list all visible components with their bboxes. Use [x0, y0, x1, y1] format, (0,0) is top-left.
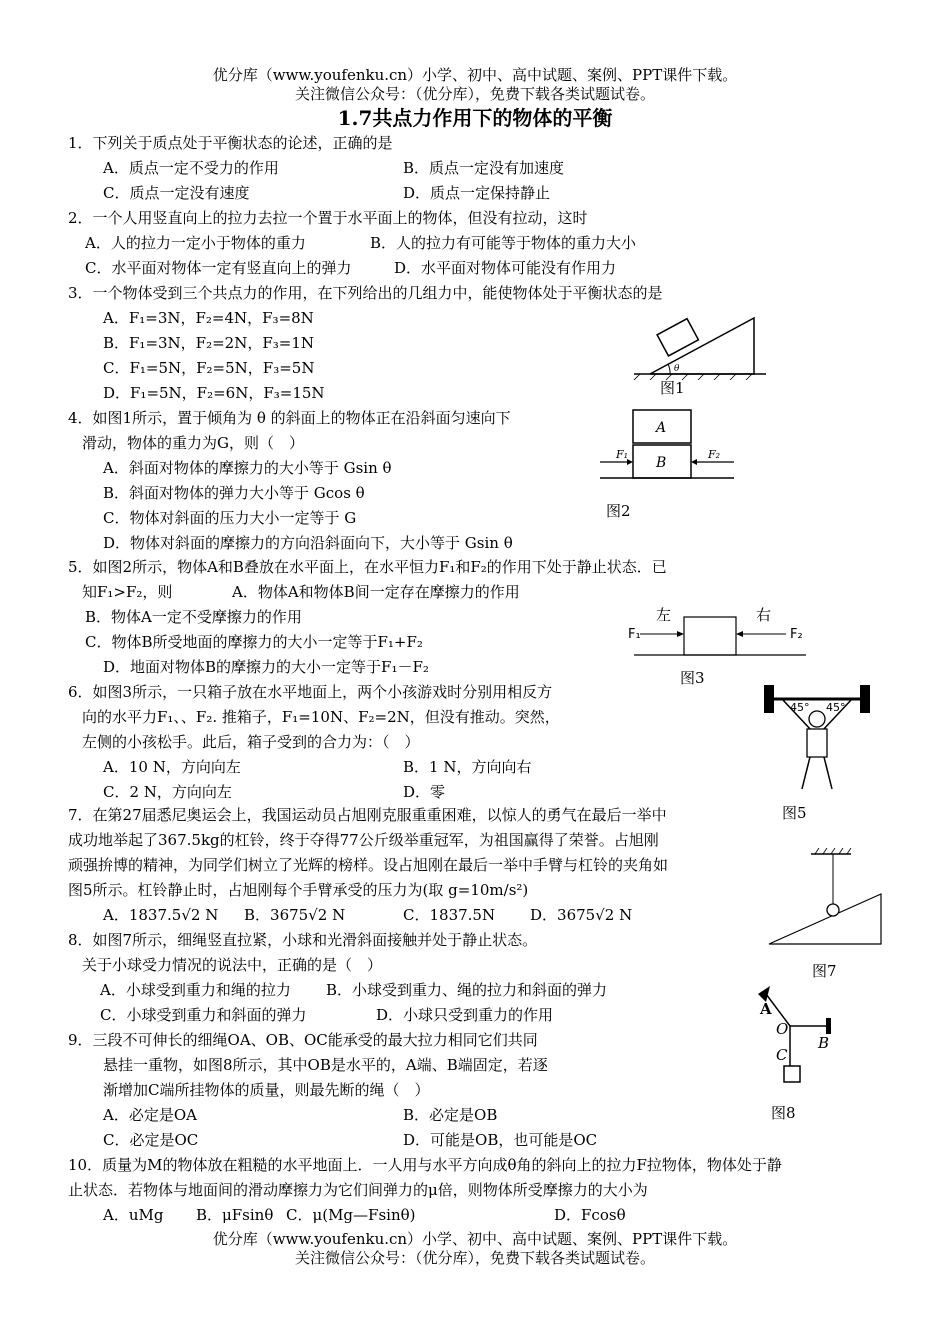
q6-stem-3: 左侧的小孩松手。此后，箱子受到的合力为：（ ）: [82, 733, 420, 751]
q6-stem-2: 向的水平力F₁、、F₂. 推箱子，F₁=10N、F₂=2N，但没有推动。突然，: [82, 708, 560, 726]
fig5-angle-1: 45°: [790, 701, 810, 714]
q6-stem-1: 6．如图3所示，一只箱子放在水平地面上，两个小孩游戏时分别用相反方: [68, 683, 553, 701]
q2-option-b: B．人的拉力有可能等于物体的重力大小: [370, 234, 637, 252]
q6-option-a: A．10 N，方向向左: [103, 758, 241, 776]
q3-stem: 3．一个物体受到三个共点力的作用，在下列给出的几组力中，能使物体处于平衡状态的是: [68, 284, 663, 302]
q10-stem-2: 止状态．若物体与地面间的滑动摩擦力为它们间弹力的μ倍，则物体所受摩擦力的大小为: [68, 1181, 648, 1199]
q8-stem-2: 关于小球受力情况的说法中，正确的是（ ）: [82, 956, 383, 974]
fig8-caption: 图8: [771, 1104, 796, 1122]
figure-2-blocks: [600, 408, 740, 483]
fig3-right-label: 右: [756, 606, 772, 624]
fig5-caption: 图5: [782, 804, 807, 822]
q7-stem-3: 顽强拚博的精神，为同学们树立了光辉的榜样。设占旭刚在最后一举中手臂与杠铃的夹角如: [68, 856, 669, 874]
q6-option-c: C．2 N，方向向左: [103, 783, 232, 801]
q1-option-c: C．质点一定没有速度: [103, 184, 250, 202]
q9-option-d: D．可能是OB，也可能是OC: [403, 1131, 598, 1149]
q8-option-a: A．小球受到重力和绳的拉力: [100, 981, 291, 999]
q9-option-a: A．必定是OA: [103, 1106, 197, 1124]
q4-option-c: C．物体对斜面的压力大小一定等于 G: [103, 509, 357, 527]
q8-option-d: D．小球只受到重力的作用: [376, 1006, 554, 1024]
q1-option-b: B．质点一定没有加速度: [403, 159, 565, 177]
q5-option-d: D．地面对物体B的摩擦力的大小一定等于F₁－F₂: [103, 658, 429, 676]
fig2-f1: F₁: [616, 448, 629, 461]
q7-stem-2: 成功地举起了367.5kg的杠铃，终于夺得77公斤级举重冠军，为祖国赢得了荣誉。占旭刚: [68, 831, 659, 849]
q1-stem: 1．下列关于质点处于平衡状态的论述，正确的是: [68, 134, 393, 152]
q7-option-a: A．1837.5√2 N: [103, 906, 219, 924]
q10-option-d: D．Fcosθ: [554, 1206, 626, 1224]
q7-option-d: D．3675√2 N: [530, 906, 633, 924]
q8-stem-1: 8．如图7所示，细绳竖直拉紧，小球和光滑斜面接触并处于静止状态。: [68, 931, 538, 949]
q2-option-c: C．水平面对物体一定有竖直向上的弹力: [85, 259, 352, 277]
fig8-label-a: A: [760, 1000, 772, 1018]
fig3-caption: 图3: [680, 669, 705, 687]
q2-option-a: A．人的拉力一定小于物体的重力: [85, 234, 306, 252]
q3-option-c: C．F₁=5N，F₂=5N，F₃=5N: [103, 359, 315, 377]
q7-option-c: C．1837.5N: [403, 906, 496, 924]
fig7-caption: 图7: [812, 962, 837, 980]
fig1-angle-label: θ: [674, 364, 680, 374]
fig8-label-b: B: [818, 1034, 830, 1052]
q9-stem-3: 渐增加C端所挂物体的质量，则最先断的绳（ ）: [103, 1081, 430, 1099]
q5-option-c: C．物体B所受地面的摩擦力的大小一定等于F₁+F₂: [85, 633, 423, 651]
fig3-f1: F₁: [628, 627, 641, 642]
q2-option-d: D．水平面对物体可能没有作用力: [394, 259, 617, 277]
fig1-caption: 图1: [660, 379, 685, 397]
fig8-label-c: C: [776, 1046, 788, 1064]
fig3-left-label: 左: [656, 606, 672, 624]
fig3-f2: F₂: [790, 627, 803, 642]
q3-option-a: A．F₁=3N，F₂=4N，F₃=8N: [103, 309, 314, 327]
q7-option-b: B．3675√2 N: [244, 906, 346, 924]
q3-option-b: B．F₁=3N，F₂=2N，F₃=1N: [103, 334, 314, 352]
q5-option-b: B．物体A一定不受摩擦力的作用: [85, 608, 302, 626]
q7-stem-1: 7．在第27届悉尼奥运会上，我国运动员占旭刚克服重重困难，以惊人的勇气在最后一举中: [68, 806, 667, 824]
header-line-1: 优分库（www.youfenku.cn）小学、初中、高中试题、案例、PPT课件下载。: [212, 66, 738, 84]
fig2-label-b: B: [656, 455, 667, 471]
q1-option-a: A．质点一定不受力的作用: [103, 159, 279, 177]
q9-stem-1: 9．三段不可伸长的细绳OA、OB、OC能承受的最大拉力相同它们共同: [68, 1031, 538, 1049]
figure-8-ropes: [758, 984, 868, 1089]
q4-option-a: A．斜面对物体的摩擦力的大小等于 Gsin θ: [103, 459, 392, 477]
page-title: 1.7共点力作用下的物体的平衡: [337, 106, 613, 130]
header-line-2: 关注微信公众号：（优分库），免费下载各类试题试卷。: [294, 85, 655, 103]
q10-option-b: B．μFsinθ: [196, 1206, 274, 1224]
q10-option-a: A．uMg: [103, 1206, 164, 1224]
fig2-caption: 图2: [606, 502, 631, 520]
q9-stem-2: 悬挂一重物，如图8所示，其中OB是水平的，A端、B端固定，若逐: [103, 1056, 548, 1074]
q8-option-c: C．小球受到重力和斜面的弹力: [100, 1006, 307, 1024]
q7-stem-4: 图5所示。杠铃静止时，占旭刚每个手臂承受的压力为(取 g=10m/s²): [68, 881, 529, 899]
figure-7-ball-incline: [765, 848, 885, 948]
q6-option-d: D．零: [403, 783, 446, 801]
fig5-angle-2: 45°: [826, 701, 846, 714]
fig2-f2: F₂: [708, 448, 721, 461]
footer-line-2: 关注微信公众号：（优分库），免费下载各类试题试卷。: [294, 1249, 655, 1267]
footer-line-1: 优分库（www.youfenku.cn）小学、初中、高中试题、案例、PPT课件下载。: [212, 1230, 738, 1248]
q5-stem-1: 5．如图2所示，物体A和B叠放在水平面上，在水平恒力F₁和F₂的作用下处于静止状态．已: [68, 558, 667, 576]
q5-stem-2: 知F₁>F₂，则: [82, 583, 173, 601]
figure-1-incline: [630, 310, 770, 380]
q6-option-b: B．1 N，方向向右: [403, 758, 532, 776]
q10-stem-1: 10．质量为M的物体放在粗糙的水平地面上．一人用与水平方向成θ角的斜向上的拉力F拉物体，物体处于静: [68, 1156, 782, 1174]
q3-option-d: D．F₁=5N，F₂=6N，F₃=15N: [103, 384, 325, 402]
q1-option-d: D．质点一定保持静止: [403, 184, 551, 202]
q9-option-c: C．必定是OC: [103, 1131, 199, 1149]
q9-option-b: B．必定是OB: [403, 1106, 498, 1124]
q4-option-d: D．物体对斜面的摩擦力的方向沿斜面向下，大小等于 Gsin θ: [103, 534, 513, 552]
q4-stem-1: 4．如图1所示，置于倾角为 θ 的斜面上的物体正在沿斜面匀速向下: [68, 409, 511, 427]
q4-stem-2: 滑动，物体的重力为G，则（ ）: [82, 434, 304, 452]
q4-option-b: B．斜面对物体的弹力大小等于 Gcos θ: [103, 484, 365, 502]
figure-3-box: [626, 600, 811, 660]
fig8-label-o: O: [776, 1020, 789, 1038]
figure-5-weightlifter: [760, 683, 880, 795]
q2-stem: 2．一个人用竖直向上的拉力去拉一个置于水平面上的物体，但没有拉动，这时: [68, 209, 588, 227]
q5-option-a: A．物体A和物体B间一定存在摩擦力的作用: [232, 583, 520, 601]
q8-option-b: B．小球受到重力、绳的拉力和斜面的弹力: [326, 981, 608, 999]
q10-option-c: C．μ(Mg—Fsinθ): [286, 1206, 416, 1224]
fig2-label-a: A: [656, 420, 667, 436]
